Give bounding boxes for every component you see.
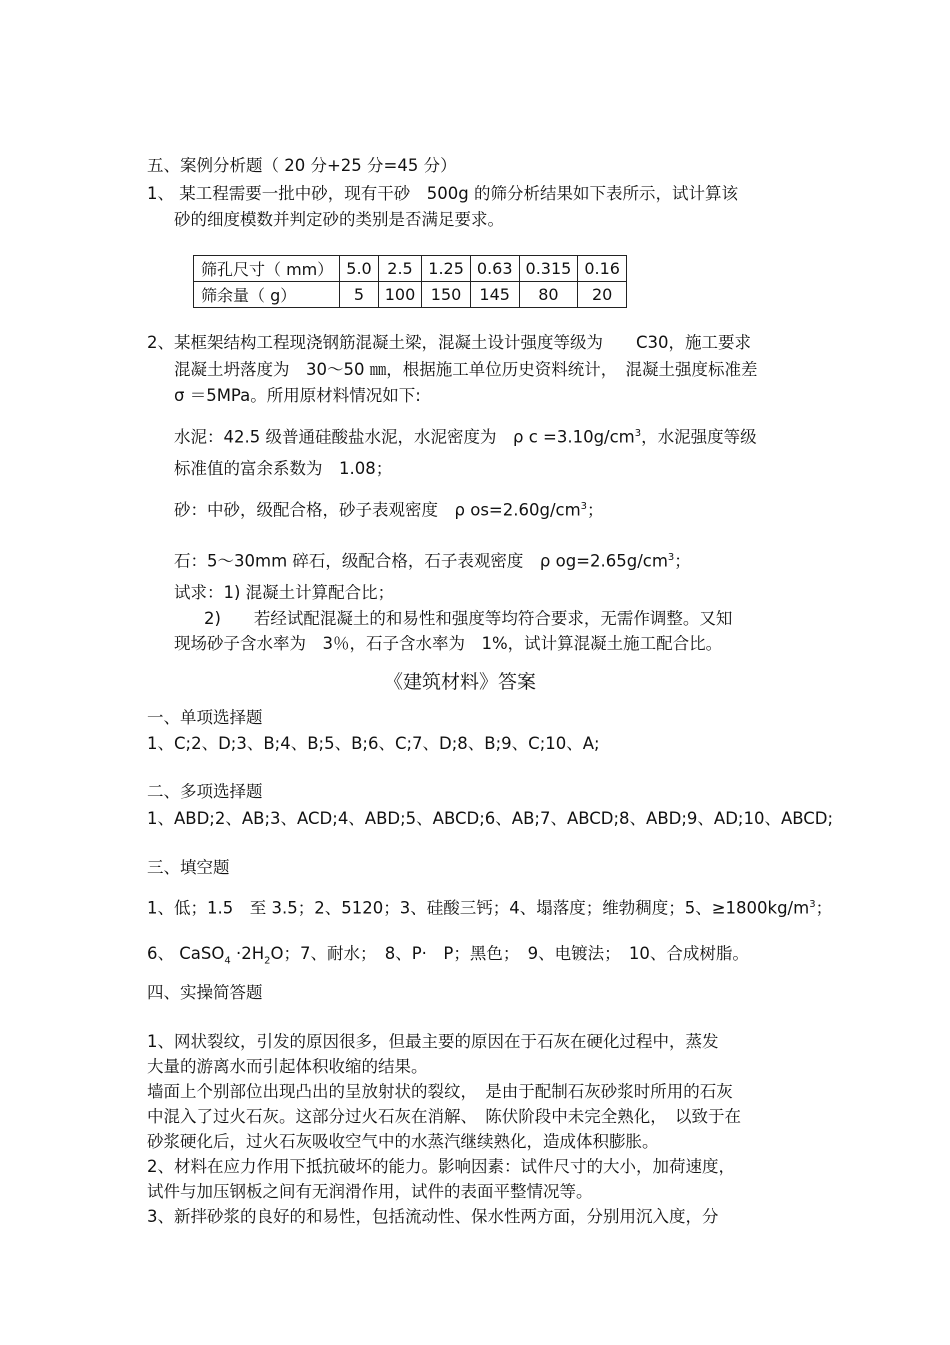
q1-line1: 1、 某工程需要一批中砂，现有干砂 500g 的筛分析结果如下表所示，试计算该 <box>147 184 738 203</box>
size-cell: 5.0 <box>340 256 378 282</box>
sand-text: 砂：中砂，级配合格，砂子表观密度 ρ os=2.60g/cm <box>174 500 581 520</box>
s4-paragraph-line: 1、网状裂纹，引发的原因很多，但最主要的原因在于石灰在硬化过程中，蒸发 <box>147 1032 719 1051</box>
table-row <box>194 256 627 282</box>
s3-line2-a: 6、 CaSO <box>147 944 225 963</box>
answers-s3-line2 <box>147 944 749 971</box>
q2-line1: 2、某框架结构工程现浇钢筋混凝土梁，混凝土设计强度等级为 C30，施工要求 <box>147 333 752 352</box>
answers-s4-title: 四、实操简答题 <box>147 983 263 1002</box>
s4-paragraph-line: 2、材料在应力作用下抵抗破坏的能力。影响因素：试件尺寸的大小，加荷速度， <box>147 1157 735 1176</box>
q2-sand-line <box>174 497 604 521</box>
amount-cell: 20 <box>578 282 627 308</box>
s3-line2-subscript-2: 2 <box>264 955 271 967</box>
cement-superscript: 3 <box>634 428 642 439</box>
table-row <box>194 282 627 308</box>
s3-line1-superscript: 3 <box>809 899 816 910</box>
s3-line2-c: O；7、耐水； 8、P· P；黑色； 9、电镀法； 10、合成树脂。 <box>270 944 749 963</box>
answers-s1-title: 一、单项选择题 <box>147 708 263 727</box>
amount-cell: 150 <box>422 282 471 308</box>
q2-cement-line1 <box>174 424 757 448</box>
answers-title: 《建筑材料》答案 <box>384 671 537 693</box>
sieve-table <box>193 255 627 308</box>
size-cell: 0.315 <box>519 256 578 282</box>
q2-ask3: 现场砂子含水率为 3％，石子含水率为 1%，试计算混凝土施工配合比。 <box>174 634 723 653</box>
q1-line2: 砂的细度模数并判定砂的类别是否满足要求。 <box>174 210 504 229</box>
size-cell: 0.63 <box>470 256 519 282</box>
size-cell: 1.25 <box>422 256 471 282</box>
answers-s2-title: 二、多项选择题 <box>147 782 263 801</box>
q2-ask1: 试求：1) 混凝土计算配合比； <box>174 583 395 602</box>
s3-line2-subscript-4: 4 <box>224 955 231 967</box>
answers-s3-line1 <box>147 895 832 919</box>
s3-line2-b: ·2H <box>230 944 265 963</box>
s4-paragraph-line: 中混入了过火石灰。这部分过火石灰在消解、 陈伏阶段中未完全熟化， 以致于在 <box>147 1107 741 1126</box>
answers-s2-body: 1、ABD;2、AB;3、ACD;4、ABD;5、ABCD;6、AB;7、ABCD;8、ABD;9、AD;10、ABCD; <box>147 809 834 828</box>
cement-text: 水泥：42.5 级普通硅酸盐水泥，水泥密度为 ρ c =3.10g/cm <box>174 427 635 447</box>
s4-paragraph-line: 试件与加压钢板之间有无润滑作用，试件的表面平整情况等。 <box>147 1182 593 1201</box>
stone-tail: ； <box>674 551 691 571</box>
s3-line1-tail: ； <box>815 898 833 918</box>
q2-ask2: 2) 若经试配混凝土的和易性和强度等均符合要求，无需作调整。又知 <box>204 609 733 628</box>
amount-cell: 80 <box>519 282 578 308</box>
row-label-amount: 筛余量（ g） <box>194 282 340 308</box>
row-label-size: 筛孔尺寸（ mm） <box>194 256 340 282</box>
sand-tail: ； <box>587 500 604 520</box>
size-cell: 0.16 <box>578 256 627 282</box>
s3-line1-text: 1、低；1.5 至 3.5；2、5120；3、硅酸三钙；4、塌落度；维勃稠度；5、≥1800kg/m <box>147 898 810 918</box>
q2-line2: 混凝土坍落度为 30～50 ㎜，根据施工单位历史资料统计， 混凝土强度标准差 <box>174 360 758 379</box>
s4-paragraph-line: 大量的游离水而引起体积收缩的结果。 <box>147 1057 428 1076</box>
section5-title: 五、案例分析题（ 20 分+25 分=45 分） <box>147 156 457 175</box>
s4-paragraph-line: 3、新拌砂浆的良好的和易性，包括流动性、保水性两方面，分别用沉入度，分 <box>147 1207 719 1226</box>
answers-s3-title: 三、填空题 <box>147 858 230 877</box>
stone-text: 石：5～30mm 碎石，级配合格，石子表观密度 ρ og=2.65g/cm <box>174 551 668 571</box>
cement-tail: ，水泥强度等级 <box>641 427 757 447</box>
sand-superscript: 3 <box>580 501 588 512</box>
size-cell: 2.5 <box>378 256 422 282</box>
s4-paragraph-line: 墙面上个别部位出现凸出的呈放射状的裂纹， 是由于配制石灰砂浆时所用的石灰 <box>147 1082 733 1101</box>
q2-line3: σ ＝5MPa。所用原材料情况如下: <box>174 386 421 405</box>
answers-s1-body: 1、C;2、D;3、B;4、B;5、B;6、C;7、D;8、B;9、C;10、A; <box>147 734 600 753</box>
amount-cell: 145 <box>470 282 519 308</box>
s4-paragraph-line: 砂浆硬化后，过火石灰吸收空气中的水蒸汽继续熟化，造成体积膨胀。 <box>147 1132 659 1151</box>
amount-cell: 100 <box>378 282 422 308</box>
amount-cell: 5 <box>340 282 378 308</box>
q2-stone-line <box>174 548 691 572</box>
stone-superscript: 3 <box>667 552 675 563</box>
q2-cement-line2: 标准值的富余系数为 1.08； <box>174 459 393 478</box>
